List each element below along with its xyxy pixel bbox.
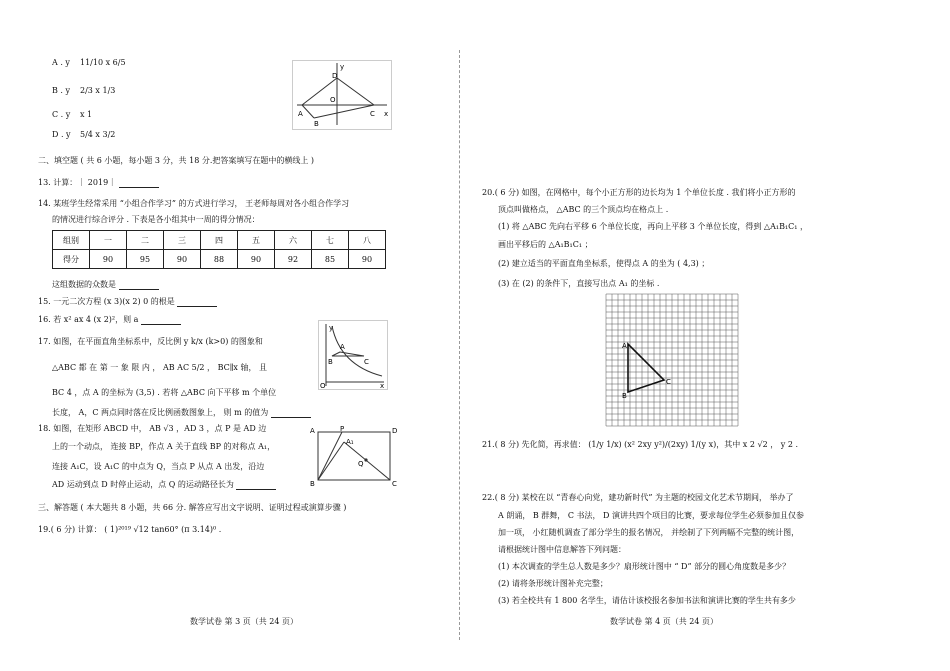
page-3 — [0, 0, 450, 671]
fig18-label-b: B — [310, 480, 315, 488]
q14-line2: 的情况进行综合评分 . 下表是各小组其中一周的得分情况： — [52, 215, 260, 224]
fig-label-b: B — [314, 120, 319, 128]
q20-line5: (2) 建立适当的平面直角坐标系，使得点 A 的坐为 ( 4,3) ； — [498, 259, 710, 268]
fig18-label-a1: A₁ — [346, 438, 354, 446]
fig-label-c: C — [370, 110, 375, 118]
page-divider — [459, 50, 460, 640]
q17-line4: 长度， A，C 两点同时落在反比例函数图象上， 则 m 的值为 — [52, 408, 311, 418]
section2-heading: 二、填空题 ( 共 6 小题，每小题 3 分，共 18 分.把答案填写在题中的横线上 ) — [38, 156, 315, 165]
q20-line2: 顶点叫做格点， △ABC 的三个顶点均在格点上 . — [498, 205, 669, 214]
q22-line4: 请根据统计图中信息解答下列问题： — [498, 545, 626, 554]
q14-line1: 14. 某班学生经常采用 “小组合作学习” 的方式进行学习， 王老师每周对各小组合作学习 — [38, 199, 350, 208]
fig18-label-c: C — [392, 480, 397, 488]
q18-line4: AD 运动到点 D 时停止运动，点 Q 的运动路径长为 — [52, 480, 276, 490]
grid-figure — [604, 292, 744, 428]
option-a-formula: 11/10 x 6/5 — [80, 58, 126, 67]
fig-label-o: O — [330, 96, 336, 104]
option-b: B . y — [52, 86, 71, 95]
q20-line4: 画出平移后的 △A₁B₁C₁ ； — [498, 240, 593, 249]
q22-line3: 加一项， 小红随机调查了部分学生的报名情况， 并绘制了下列两幅不完整的统计图， — [498, 528, 800, 537]
q17-line1: 17. 如图，在平面直角坐标系中，反比例 y k/x (k>0) 的图象和 — [38, 337, 263, 346]
table-row: 得分 90 95 90 88 90 92 85 90 — [53, 250, 386, 269]
fig-label-x: x — [384, 110, 389, 118]
q20-line6: (3) 在 (2) 的条件下，直接写出点 A₁ 的坐标 . — [498, 279, 660, 288]
fig17-label-x: x — [380, 382, 385, 390]
fig17-label-o: O — [320, 382, 326, 390]
fig-label-a: A — [298, 110, 303, 118]
q19: 19.( 6 分) 计算： ( 1)²⁰¹⁹ √12 tan60° (π 3.14)⁰ . — [38, 525, 222, 534]
q22-line7: (3) 若全校共有 1 800 名学生，请估计该校报名参加书法和演讲比赛的学生共有多少 — [498, 596, 796, 605]
option-c-formula: x 1 — [80, 110, 93, 119]
grid-label-a: A — [622, 342, 627, 350]
section3-heading: 三、解答题 ( 本大题共 8 小题，共 66 分. 解答应写出文字说明、证明过程或演算步骤 ) — [38, 503, 347, 512]
page-footer-right: 数学试卷 第 4 页（共 24 页） — [610, 617, 718, 626]
q17-line3: BC 4 ，点 A 的坐标为 (3,5) . 若将 △ABC 向下平移 m 个单位 — [52, 388, 277, 397]
fig-label-y: y — [340, 63, 345, 71]
page-footer-left: 数学试卷 第 3 页（共 24 页） — [190, 617, 298, 626]
figure-axes — [292, 60, 392, 130]
q21: 21.( 8 分) 先化简，再求值： (1/y 1/x) (x² 2xy y²)/(2xy) 1/(y x)，其中 x 2 √2 ， y 2 . — [482, 440, 798, 449]
q14-tail: 这组数据的众数是 — [52, 280, 159, 290]
grid-label-c: C — [666, 378, 671, 386]
score-table — [52, 230, 386, 269]
table-header-row: 组别 一 二 三 四 五 六 七 八 — [53, 231, 386, 250]
option-c: C . y — [52, 110, 71, 119]
fig17-label-y: y — [329, 324, 334, 332]
q17-line2: △ABC 都 在 第 一 象 限 内 ， AB AC 5/2 ， BC∥x 轴， 且 — [52, 363, 268, 372]
figure-q18 — [308, 424, 398, 488]
fig17-label-c: C — [364, 358, 369, 366]
q20-line3: (1) 将 △ABC 先向右平移 6 个单位长度，再向上平移 3 个单位长度，得到 △A₁B₁C₁ ， — [498, 222, 809, 231]
q13: 13. 计算：｜ 2019｜ — [38, 178, 159, 188]
fig18-label-q: Q — [358, 460, 364, 468]
grid-label-b: B — [622, 392, 627, 400]
fig18-label-a: A — [310, 427, 315, 435]
q18-line3: 连接 A₁C，设 A₁C 的中点为 Q，当点 P 从点 A 出发，沿边 — [52, 462, 265, 471]
q18-line2: 上的一个动点， 连接 BP，作点 A 关于直线 BP 的对称点 A₁， — [52, 442, 276, 451]
q22-line1: 22.( 8 分) 某校在以 “青春心向党，建功新时代” 为主题的校园文化艺术节期间， 举办了 — [482, 493, 794, 502]
figure-q17 — [318, 320, 388, 390]
q22-line6: (2) 请将条形统计图补充完整； — [498, 579, 608, 588]
fig18-label-p: P — [340, 425, 345, 433]
q22-line2: A 朗诵， B 群舞， C 书法， D 演讲共四个项目的比赛，要求每位学生必须参加且仅参 — [498, 511, 804, 520]
fig18-label-d: D — [392, 427, 398, 435]
q15: 15. 一元二次方程 (x 3)(x 2) 0 的根是 — [38, 297, 217, 307]
fig17-label-b: B — [328, 358, 333, 366]
page-4 — [470, 0, 950, 671]
fig17-label-a: A — [340, 343, 345, 351]
q16: 16. 若 x² ax 4 (x 2)²，则 a — [38, 315, 181, 325]
option-d: D . y — [52, 130, 71, 139]
q22-line5: (1) 本次调查的学生总人数是多少？扇形统计图中 “ D” 部分的圆心角度数是多少？ — [498, 562, 791, 571]
fig-label-d: D — [332, 72, 338, 80]
option-b-formula: 2/3 x 1/3 — [80, 86, 116, 95]
option-a: A . y — [52, 58, 70, 67]
q20-line1: 20.( 6 分) 如图，在网格中，每个小正方形的边长均为 1 个单位长度 . 我们将小正方形的 — [482, 188, 796, 197]
option-d-formula: 5/4 x 3/2 — [80, 130, 116, 139]
q18-line1: 18. 如图，在矩形 ABCD 中， AB √3 ，AD 3 ，点 P 是 AD 边 — [38, 424, 267, 433]
